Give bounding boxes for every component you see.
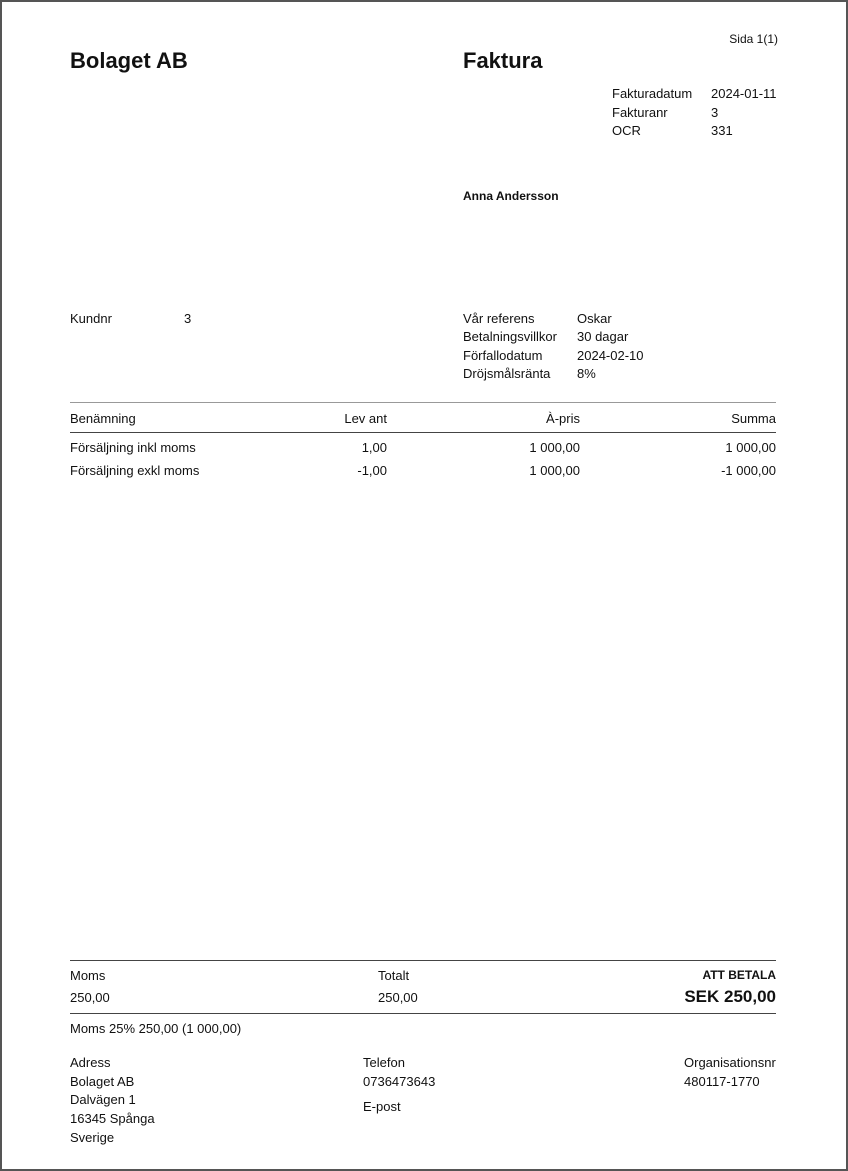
customer-number-label: Kundnr xyxy=(70,311,112,326)
to-pay-value: SEK 250,00 xyxy=(684,987,776,1006)
late-interest-label: Dröjsmålsränta xyxy=(463,366,551,381)
vat-value: 250,00 xyxy=(70,990,110,1005)
table-header-divider xyxy=(70,432,776,433)
invoice-number-value: 3 xyxy=(711,105,719,120)
to-pay-label: ATT BETALA xyxy=(702,968,776,982)
row-description: Försäljning inkl moms xyxy=(70,440,196,455)
our-reference-value: Oskar xyxy=(577,311,612,326)
address-line: Bolaget AB xyxy=(70,1074,135,1089)
ocr-label: OCR xyxy=(612,123,641,138)
address-line: 16345 Spånga xyxy=(70,1111,155,1126)
vat-label: Moms xyxy=(70,968,106,983)
org-number-label: Organisationsnr xyxy=(684,1055,776,1070)
company-name: Bolaget AB xyxy=(70,48,188,73)
recipient-name: Anna Andersson xyxy=(463,189,559,203)
column-header-sum: Summa xyxy=(731,411,776,426)
page-number: Sida 1(1) xyxy=(729,32,778,46)
column-header-description: Benämning xyxy=(70,411,136,426)
column-header-unit-price: À-pris xyxy=(546,411,580,426)
phone-label: Telefon xyxy=(363,1055,405,1070)
row-description: Försäljning exkl moms xyxy=(70,463,200,478)
totals-bottom-divider xyxy=(70,1013,776,1014)
invoice-date-label: Fakturadatum xyxy=(612,86,693,101)
totals-top-divider xyxy=(70,960,776,961)
address-line: Sverige xyxy=(70,1130,115,1145)
late-interest-value: 8% xyxy=(577,366,596,381)
org-number-value: 480117-1770 xyxy=(684,1074,760,1089)
customer-number-value: 3 xyxy=(184,311,192,326)
vat-breakdown: Moms 25% 250,00 (1 000,00) xyxy=(70,1021,242,1036)
row-sum: 1 000,00 xyxy=(725,440,776,455)
phone-value: 0736473643 xyxy=(363,1074,436,1089)
row-unit-price: 1 000,00 xyxy=(529,440,580,455)
invoice-number-label: Fakturanr xyxy=(612,105,668,120)
due-date-label: Förfallodatum xyxy=(463,348,543,363)
due-date-value: 2024-02-10 xyxy=(577,348,644,363)
row-quantity: -1,00 xyxy=(357,463,387,478)
column-header-quantity: Lev ant xyxy=(344,411,387,426)
our-reference-label: Vår referens xyxy=(463,311,535,326)
address-line: Dalvägen 1 xyxy=(70,1092,136,1107)
table-top-divider xyxy=(70,402,776,403)
invoice-date-value: 2024-01-11 xyxy=(711,86,777,101)
payment-terms-label: Betalningsvillkor xyxy=(463,329,557,344)
document-title: Faktura xyxy=(463,48,543,73)
email-label: E-post xyxy=(363,1099,401,1114)
payment-terms-value: 30 dagar xyxy=(577,329,629,344)
row-sum: -1 000,00 xyxy=(721,463,776,478)
ocr-value: 331 xyxy=(711,123,733,138)
total-value: 250,00 xyxy=(378,990,418,1005)
address-label: Adress xyxy=(70,1055,111,1070)
total-label: Totalt xyxy=(378,968,410,983)
row-quantity: 1,00 xyxy=(361,440,387,455)
row-unit-price: 1 000,00 xyxy=(529,463,580,478)
